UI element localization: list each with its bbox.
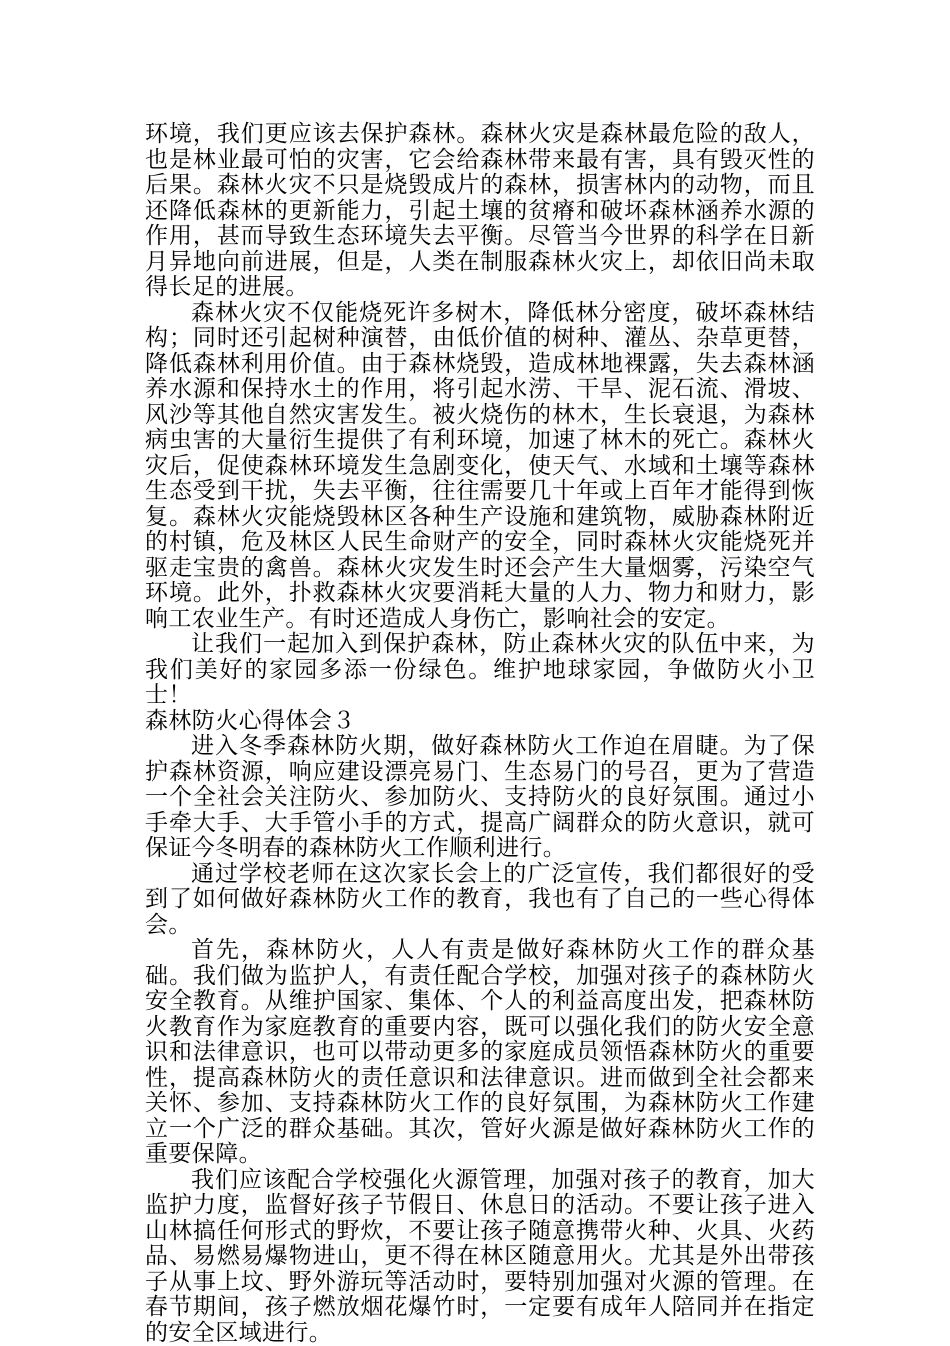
paragraph: 让我们一起加入到保护森林，防止森林火灾的队伍中来，为我们美好的家园多添一份绿色。维护地球家园，争做防火小卫士！ bbox=[145, 632, 815, 709]
paragraph: 森林火灾不仅能烧死许多树木，降低林分密度，破坏森林结构；同时还引起树种演替，由低价值的树种、灌丛、杂草更替，降低森林利用价值。由于森林烧毁，造成林地裸露，失去森林涵养水源和保持水土的作用，将引起水涝、干旱、泥石流、滑坡、风沙等其他自然灾害发生。被火烧伤的林木，生长衰退，为森林病虫害的大量衍生提供了有利环境，加速了林木的死亡。森林火灾后，促使森林环境发生急剧变化，使天气、水域和土壤等森林生态受到干扰，失去平衡，往往需要几十年或上百年才能得到恢复。森林火灾能烧毁林区各种生产设施和建筑物，威胁森林附近的村镇，危及林区人民生命财产的安全，同时森林火灾能烧死并驱走宝贵的禽兽。森林火灾发生时还会产生大量烟雾，污染空气环境。此外，扑救森林火灾要消耗大量的人力、物力和财力，影响工农业生产。有时还造成人身伤亡，影响社会的安定。 bbox=[145, 301, 815, 633]
document-body bbox=[145, 122, 815, 1346]
paragraph: 进入冬季森林防火期，做好森林防火工作迫在眉睫。为了保护森林资源，响应建设漂亮易门、生态易门的号召，更为了营造一个全社会关注防火、参加防火、支持防火的良好氛围。通过小手牵大手、大手管小手的方式，提高广阔群众的防火意识，就可保证今冬明春的森林防火工作顺利进行。 bbox=[145, 734, 815, 862]
paragraph-continued: 环境，我们更应该去保护森林。森林火灾是森林最危险的敌人，也是林业最可怕的灾害，它会给森林带来最有害，具有毁灭性的后果。森林火灾不只是烧毁成片的森林，损害林内的动物，而且还降低森林的更新能力，引起土壤的贫瘠和破坏森林涵养水源的作用，甚而导致生态环境失去平衡。尽管当今世界的科学在日新月异地向前进展，但是，人类在制服森林火灾上，却依旧尚未取得长足的进展。 bbox=[145, 122, 815, 301]
paragraph: 通过学校老师在这次家长会上的广泛宣传，我们都很好的受到了如何做好森林防火工作的教育，我也有了自己的一些心得体会。 bbox=[145, 862, 815, 939]
section-heading: 森林防火心得体会３ bbox=[145, 709, 815, 735]
paragraph: 首先，森林防火，人人有责是做好森林防火工作的群众基础。我们做为监护人，有责任配合学校，加强对孩子的森林防火安全教育。从维护国家、集体、个人的利益高度出发，把森林防火教育作为家庭教育的重要内容，既可以强化我们的防火安全意识和法律意识，也可以带动更多的家庭成员领悟森林防火的重要性，提高森林防火的责任意识和法律意识。进而做到全社会都来关怀、参加、支持森林防火工作的良好氛围，为森林防火工作建立一个广泛的群众基础。其次，管好火源是做好森林防火工作的重要保障。 bbox=[145, 938, 815, 1168]
paragraph: 我们应该配合学校强化火源管理，加强对孩子的教育，加大监护力度，监督好孩子节假日、休息日的活动。不要让孩子进入山林搞任何形式的野炊，不要让孩子随意携带火种、火具、火药品、易燃易爆物进山，更不得在林区随意用火。尤其是外出带孩子从事上坟、野外游玩等活动时，要特别加强对火源的管理。在春节期间，孩子燃放烟花爆竹时，一定要有成年人陪同并在指定的安全区域进行。 bbox=[145, 1168, 815, 1346]
